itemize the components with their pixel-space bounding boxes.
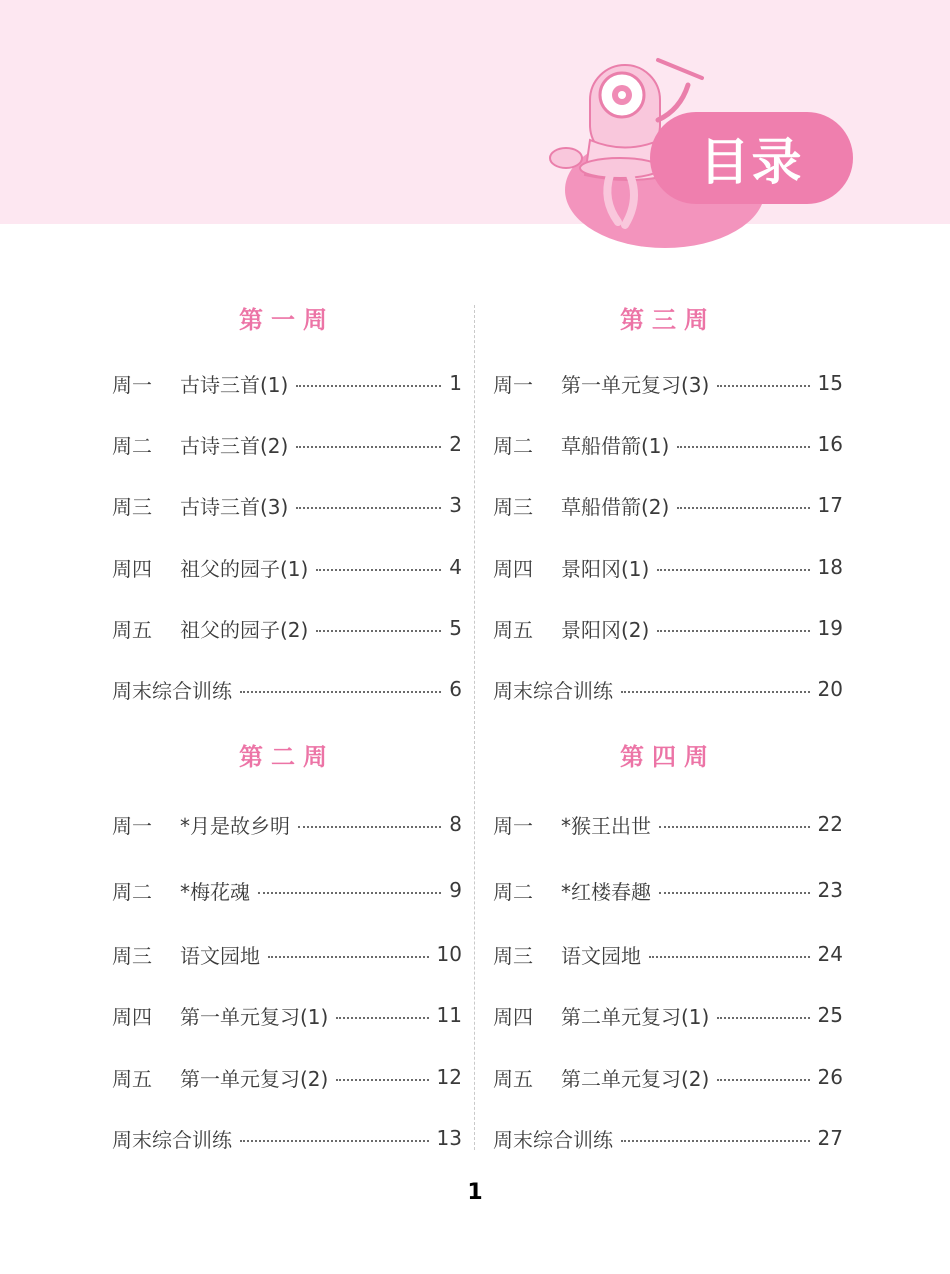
entry-page: 6: [449, 677, 462, 701]
entry-day: 周三: [493, 494, 533, 519]
week-heading: 第一周: [239, 306, 335, 334]
entry-title: 景阳冈(2): [561, 617, 650, 642]
column-divider: [474, 305, 475, 1150]
toc-entry[interactable]: [112, 875, 462, 905]
entry-title: 第一单元复习(3): [561, 372, 710, 397]
dot-leader: [258, 892, 441, 894]
dot-leader: [268, 956, 429, 958]
entry-title: 周末综合训练: [493, 678, 613, 703]
entry-page: 24: [817, 942, 843, 966]
toc-entry[interactable]: [493, 939, 843, 969]
dot-leader: [240, 1140, 429, 1142]
entry-title: 古诗三首(2): [180, 433, 289, 458]
entry-page: 20: [817, 677, 843, 701]
toc-entry[interactable]: [493, 490, 843, 520]
entry-page: 4: [449, 555, 462, 579]
entry-title: 古诗三首(3): [180, 494, 289, 519]
entry-title: 第二单元复习(2): [561, 1066, 710, 1091]
entry-page: 10: [436, 942, 462, 966]
entry-page: 26: [817, 1065, 843, 1089]
entry-page: 22: [817, 812, 843, 836]
entry-title: 景阳冈(1): [561, 556, 650, 581]
dot-leader: [649, 956, 810, 958]
toc-entry[interactable]: [112, 490, 462, 520]
entry-title: 语文园地: [561, 943, 641, 968]
week-heading: 第三周: [620, 306, 716, 334]
entry-page: 8: [449, 812, 462, 836]
entry-day: 周五: [493, 1066, 533, 1091]
page-number: 1: [467, 1180, 483, 1205]
dot-leader: [659, 892, 810, 894]
toc-entry[interactable]: [493, 429, 843, 459]
dot-leader: [296, 385, 441, 387]
toc-entry[interactable]: [493, 1000, 843, 1030]
toc-entry[interactable]: [112, 368, 462, 398]
entry-title: 语文园地: [180, 943, 260, 968]
entry-title: *月是故乡明: [180, 813, 290, 838]
entry-day: 周四: [112, 1004, 152, 1029]
entry-day: 周五: [493, 617, 533, 642]
dot-leader: [717, 1017, 809, 1019]
toc-entry[interactable]: [112, 809, 462, 839]
toc-entry[interactable]: [493, 809, 843, 839]
toc-entry[interactable]: [112, 939, 462, 969]
entry-page: 19: [817, 616, 843, 640]
entry-page: 23: [817, 878, 843, 902]
entry-title: 第一单元复习(1): [180, 1004, 329, 1029]
dot-leader: [621, 691, 810, 693]
entry-day: 周一: [112, 372, 152, 397]
toc-entry[interactable]: [112, 1123, 462, 1153]
entry-page: 1: [449, 371, 462, 395]
entry-page: 16: [817, 432, 843, 456]
dot-leader: [240, 691, 441, 693]
contents-title: 目录: [650, 112, 853, 204]
dot-leader: [621, 1140, 810, 1142]
entry-day: 周二: [112, 433, 152, 458]
entry-day: 周一: [493, 372, 533, 397]
entry-page: 25: [817, 1003, 843, 1027]
toc-entry[interactable]: [112, 674, 462, 704]
dot-leader: [717, 385, 809, 387]
entry-day: 周三: [493, 943, 533, 968]
entry-title: 草船借箭(1): [561, 433, 670, 458]
dot-leader: [659, 826, 810, 828]
toc-entry[interactable]: [493, 552, 843, 582]
dot-leader: [316, 630, 441, 632]
entry-day: 周一: [493, 813, 533, 838]
dot-leader: [316, 569, 441, 571]
entry-title: *梅花魂: [180, 879, 250, 904]
entry-title: 周末综合训练: [112, 1127, 232, 1152]
toc-entry[interactable]: [493, 613, 843, 643]
entry-title: 第一单元复习(2): [180, 1066, 329, 1091]
entry-page: 11: [436, 1003, 462, 1027]
entry-title: 草船借箭(2): [561, 494, 670, 519]
dot-leader: [677, 446, 809, 448]
dot-leader: [298, 826, 441, 828]
entry-title: *红楼春趣: [561, 879, 651, 904]
toc-entry[interactable]: [493, 674, 843, 704]
dot-leader: [296, 507, 441, 509]
entry-title: 第二单元复习(1): [561, 1004, 710, 1029]
entry-page: 13: [436, 1126, 462, 1150]
toc-entry[interactable]: [493, 368, 843, 398]
dot-leader: [677, 507, 809, 509]
dot-leader: [657, 630, 809, 632]
entry-day: 周二: [493, 433, 533, 458]
toc-entry[interactable]: [112, 552, 462, 582]
entry-title: 周末综合训练: [493, 1127, 613, 1152]
toc-entry[interactable]: [493, 1062, 843, 1092]
entry-title: 古诗三首(1): [180, 372, 289, 397]
entry-page: 17: [817, 493, 843, 517]
entry-day: 周三: [112, 494, 152, 519]
toc-entry[interactable]: [112, 1000, 462, 1030]
entry-day: 周四: [493, 556, 533, 581]
entry-day: 周四: [493, 1004, 533, 1029]
entry-day: 周四: [112, 556, 152, 581]
entry-day: 周二: [493, 879, 533, 904]
dot-leader: [336, 1079, 428, 1081]
toc-entry[interactable]: [493, 1123, 843, 1153]
entry-title: 祖父的园子(1): [180, 556, 309, 581]
entry-title: 祖父的园子(2): [180, 617, 309, 642]
entry-page: 12: [436, 1065, 462, 1089]
entry-day: 周三: [112, 943, 152, 968]
toc-entry[interactable]: [112, 1062, 462, 1092]
entry-day: 周二: [112, 879, 152, 904]
entry-page: 15: [817, 371, 843, 395]
dot-leader: [717, 1079, 809, 1081]
week-heading: 第二周: [239, 743, 335, 771]
dot-leader: [657, 569, 809, 571]
entry-page: 3: [449, 493, 462, 517]
dot-leader: [296, 446, 441, 448]
entry-title: *猴王出世: [561, 813, 651, 838]
entry-page: 5: [449, 616, 462, 640]
toc-entry[interactable]: [112, 429, 462, 459]
entry-page: 9: [449, 878, 462, 902]
entry-day: 周五: [112, 617, 152, 642]
entry-day: 周一: [112, 813, 152, 838]
entry-page: 2: [449, 432, 462, 456]
entry-page: 18: [817, 555, 843, 579]
entry-title: 周末综合训练: [112, 678, 232, 703]
toc-entry[interactable]: [112, 613, 462, 643]
entry-page: 27: [817, 1126, 843, 1150]
week-heading: 第四周: [620, 743, 716, 771]
toc-entry[interactable]: [493, 875, 843, 905]
dot-leader: [336, 1017, 428, 1019]
entry-day: 周五: [112, 1066, 152, 1091]
